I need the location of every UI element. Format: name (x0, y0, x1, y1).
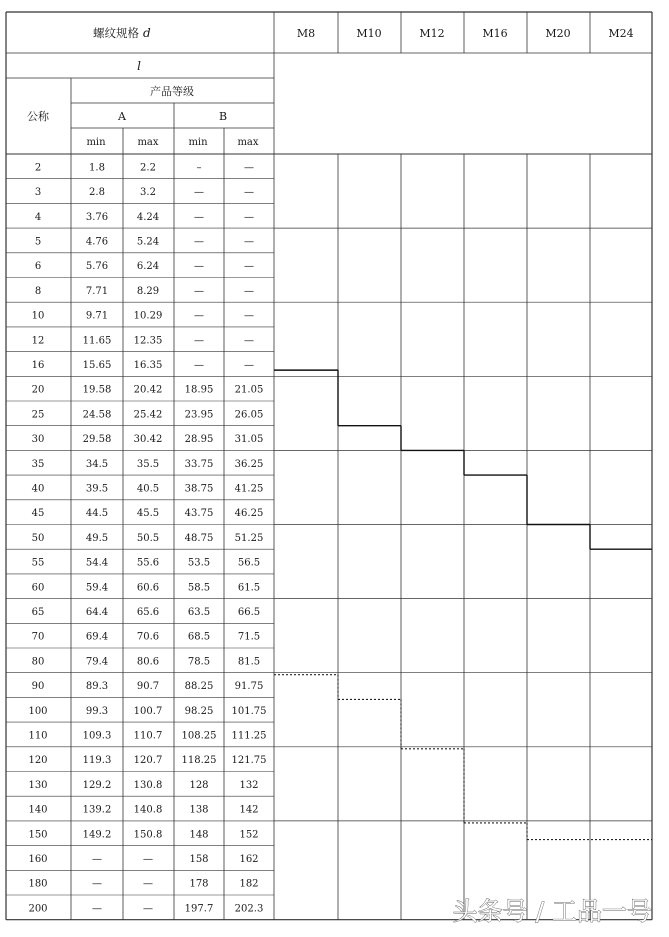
b-max-cell: 71.5 (237, 631, 261, 643)
a-min-cell: 7.71 (85, 285, 109, 297)
nominal-length-cell: 100 (28, 705, 48, 717)
b-min-cell: 33.75 (184, 458, 214, 470)
table-row (35, 286, 254, 297)
b-min-cell: 23.95 (184, 409, 214, 421)
table-row (32, 656, 261, 667)
thread-spec-symbol: d (143, 26, 151, 40)
b-max-cell: 132 (239, 779, 259, 791)
a-max-cell: 8.29 (136, 285, 160, 297)
a-max-cell: 6.24 (136, 261, 160, 273)
a-min-cell: 3.76 (85, 211, 109, 223)
b-min-cell: 63.5 (187, 606, 211, 618)
a-max-cell: 120.7 (133, 755, 163, 767)
b-max-cell: 182 (239, 878, 259, 890)
a-min-cell: 5.76 (85, 261, 109, 273)
b-max-cell: 81.5 (237, 656, 261, 668)
b-min-cell: — (194, 236, 204, 248)
thread-spec-header: 螺纹规格 (93, 26, 139, 40)
table-row (28, 755, 266, 766)
b-min-cell: 43.75 (184, 508, 214, 520)
table-row (32, 681, 264, 692)
nominal-length-cell: 150 (28, 829, 48, 841)
a-min-cell: 109.3 (82, 730, 112, 742)
b-min-cell: — (194, 187, 204, 199)
nominal-length-cell: 50 (31, 532, 45, 544)
b-max-cell: — (244, 187, 254, 199)
a-min-cell: 34.5 (85, 458, 109, 470)
table-row (32, 632, 261, 643)
nominal-length-cell: 55 (31, 557, 45, 569)
b-min-cell: 118.25 (181, 755, 217, 767)
b-min-cell: 108.25 (181, 730, 217, 742)
nominal-length-cell: 25 (31, 409, 45, 421)
table-row (32, 409, 264, 420)
a-min-cell: 59.4 (85, 582, 109, 594)
a-max-cell: 70.6 (136, 631, 160, 643)
a-max-cell: 140.8 (133, 804, 163, 816)
size-header-m24: M24 (608, 27, 634, 40)
a-max-cell: 130.8 (133, 779, 163, 791)
b-max-cell: 101.75 (231, 705, 267, 717)
b-max-cell: 51.25 (234, 532, 264, 544)
a-max-cell: 80.6 (136, 656, 160, 668)
a-max-cell: 5.24 (136, 236, 160, 248)
b-max-cell: — (244, 310, 254, 322)
a-max-cell: 90.7 (136, 681, 160, 693)
b-max-cell: 202.3 (234, 903, 264, 915)
a-max-cell: 60.6 (136, 582, 160, 594)
a-max-cell: 16.35 (133, 359, 163, 371)
b-min-cell: 138 (189, 804, 209, 816)
nominal-length-cell: 110 (28, 730, 48, 742)
a-max-cell: 20.42 (133, 384, 163, 396)
b-max-cell: — (244, 335, 254, 347)
a-max-cell: 40.5 (136, 483, 160, 495)
b-max-cell: 36.25 (234, 458, 264, 470)
a-min-cell: 149.2 (82, 829, 112, 841)
a-min-cell: 49.5 (85, 532, 109, 544)
nominal-length-cell: 80 (31, 656, 45, 668)
grade-b-header: B (218, 110, 228, 123)
nominal-length-cell: 70 (31, 631, 45, 643)
size-header-m10: M10 (356, 27, 382, 40)
table-row (32, 483, 264, 494)
b-max-cell: — (244, 162, 254, 174)
nominal-length-cell: 120 (28, 755, 48, 767)
table-row (35, 212, 254, 223)
nominal-length-cell: 130 (28, 779, 48, 791)
size-header-m20: M20 (545, 27, 571, 40)
table-row (32, 607, 261, 618)
b-min-cell: — (194, 211, 204, 223)
b-max-cell: 61.5 (237, 582, 261, 594)
a-min-cell: 11.65 (82, 335, 112, 347)
b-min-cell: 53.5 (187, 557, 211, 569)
a-min-cell: 129.2 (82, 779, 112, 791)
nominal-length-cell: 6 (34, 261, 42, 273)
product-grade-header: 产品等级 (150, 85, 194, 98)
nominal-length-cell: 30 (31, 434, 45, 446)
a-min-cell: 29.58 (82, 434, 112, 446)
b-max-cell: — (244, 359, 254, 371)
nominal-length-cell: 5 (34, 236, 42, 248)
table-row (28, 903, 263, 914)
b-min-cell: 158 (189, 853, 209, 865)
nominal-length-cell: 200 (28, 903, 48, 915)
a-max-cell: — (143, 853, 153, 865)
table-row (32, 558, 261, 569)
table-row (32, 459, 264, 470)
b-min-cell: 48.75 (184, 532, 214, 544)
a-min-cell: 99.3 (85, 705, 109, 717)
a-max-cell: 50.5 (136, 532, 160, 544)
range-boundary-lines (274, 370, 652, 839)
a-min-cell: 79.4 (85, 656, 109, 668)
size-header-m8: M8 (296, 27, 316, 40)
a-max-cell: 3.2 (140, 187, 156, 199)
table-row (35, 162, 254, 173)
table-row (32, 508, 264, 519)
b-min-cell: — (194, 359, 204, 371)
a-max-cell: 65.6 (136, 606, 160, 618)
watermark: 头条号 / 工品一号 (452, 897, 652, 926)
table-row (32, 360, 254, 371)
nominal-length-cell: 160 (28, 853, 48, 865)
b-max-cell: 152 (239, 829, 259, 841)
table-row (35, 187, 254, 198)
a-min-cell: 119.3 (82, 755, 112, 767)
nominal-length-cell: 12 (31, 335, 45, 347)
a-min-cell: 139.2 (82, 804, 112, 816)
b-max-cell: 162 (239, 853, 259, 865)
a-max-cell: 12.35 (133, 335, 163, 347)
nominal-length-cell: 8 (34, 285, 42, 297)
nominal-length-cell: 20 (31, 384, 45, 396)
table-row (35, 236, 254, 247)
b-max-cell: — (244, 285, 254, 297)
a-min-cell: 64.4 (85, 606, 109, 618)
a-min-cell: 69.4 (85, 631, 109, 643)
b-min-cell: — (194, 310, 204, 322)
b-max-cell: 56.5 (237, 557, 261, 569)
a-max-cell: 55.6 (136, 557, 160, 569)
a-min-cell: 4.76 (85, 236, 109, 248)
b-min-cell: 38.75 (184, 483, 214, 495)
b-max-cell: 111.25 (231, 730, 267, 742)
b-min-cell: 78.5 (187, 656, 211, 668)
b-min-cell: — (194, 285, 204, 297)
a-min-cell: 44.5 (85, 508, 109, 520)
b-max-cell: 66.5 (237, 606, 261, 618)
b-min-cell: 68.5 (187, 631, 211, 643)
nominal-length-cell: 180 (28, 878, 48, 890)
a-min-cell: 1.8 (89, 162, 105, 174)
b-max-cell: 26.05 (234, 409, 264, 421)
table-body (28, 162, 266, 914)
a-max-cell: 110.7 (133, 730, 163, 742)
b-min-cell: 28.95 (184, 434, 214, 446)
nominal-length-cell: 90 (31, 681, 45, 693)
b-max-header: max (237, 137, 259, 148)
b-max-cell: 142 (239, 804, 259, 816)
nominal-length-cell: 4 (34, 211, 42, 223)
b-max-cell: — (244, 236, 254, 248)
a-min-cell: 54.4 (85, 557, 109, 569)
b-max-cell: 91.75 (234, 681, 264, 693)
b-min-cell: 18.95 (184, 384, 214, 396)
a-min-cell: 19.58 (82, 384, 112, 396)
b-max-cell: 41.25 (234, 483, 264, 495)
b-min-cell: 58.5 (187, 582, 211, 594)
nominal-length-cell: 40 (31, 483, 45, 495)
nominal-length-cell: 35 (31, 458, 45, 470)
grade-a-header: A (118, 110, 126, 123)
a-max-cell: — (143, 878, 153, 890)
a-min-cell: — (92, 878, 102, 890)
a-max-cell: 150.8 (133, 829, 163, 841)
table-row (32, 582, 261, 593)
a-min-cell: 2.8 (89, 187, 105, 199)
a-min-header: min (86, 137, 106, 148)
a-max-cell: 4.24 (136, 211, 160, 223)
table-row (32, 533, 264, 544)
a-min-cell: 39.5 (85, 483, 109, 495)
b-min-cell: 197.7 (184, 903, 214, 915)
b-min-cell: 178 (189, 878, 209, 890)
nominal-length-cell: 3 (34, 187, 42, 199)
a-max-cell: 10.29 (133, 310, 163, 322)
b-max-cell: 121.75 (231, 755, 267, 767)
b-max-cell: — (244, 211, 254, 223)
b-min-cell: — (194, 335, 204, 347)
b-min-cell: 128 (189, 779, 209, 791)
table-row (28, 706, 266, 717)
b-max-cell: — (244, 261, 254, 273)
b-min-cell: 98.25 (184, 705, 214, 717)
a-max-cell: 30.42 (133, 434, 163, 446)
b-min-cell: – (196, 162, 202, 174)
nominal-length-cell: 2 (34, 162, 42, 174)
b-max-cell: 46.25 (234, 508, 264, 520)
nominal-length-cell: 45 (31, 508, 45, 520)
b-min-cell: 148 (189, 829, 209, 841)
table-row (28, 730, 266, 741)
a-max-cell: — (143, 903, 153, 915)
b-min-cell: 88.25 (184, 681, 214, 693)
b-min-header: min (188, 137, 208, 148)
table-row (35, 261, 254, 272)
table-row (32, 434, 264, 445)
a-max-header: max (137, 137, 159, 148)
nominal-length-cell: 16 (31, 359, 45, 371)
a-max-cell: 25.42 (133, 409, 163, 421)
size-header-m16: M16 (482, 27, 508, 40)
a-min-cell: 15.65 (82, 359, 112, 371)
nominal-length-cell: 10 (31, 310, 45, 322)
size-header-m12: M12 (419, 27, 445, 40)
nominal-length-cell: 140 (28, 804, 48, 816)
b-max-cell: 31.05 (234, 434, 264, 446)
length-header: l (137, 59, 141, 73)
table-row (32, 311, 254, 322)
a-min-cell: — (92, 853, 102, 865)
a-min-cell: — (92, 903, 102, 915)
a-max-cell: 100.7 (133, 705, 163, 717)
b-min-cell: — (194, 261, 204, 273)
table-row (32, 385, 264, 396)
nominal-header: 公称 (27, 110, 49, 123)
a-min-cell: 89.3 (85, 681, 109, 693)
table-row (32, 335, 254, 346)
a-min-cell: 9.71 (85, 310, 109, 322)
nominal-length-cell: 65 (31, 606, 45, 618)
a-max-cell: 45.5 (136, 508, 160, 520)
a-min-cell: 24.58 (82, 409, 112, 421)
nominal-length-cell: 60 (31, 582, 45, 594)
a-max-cell: 2.2 (140, 162, 156, 174)
a-max-cell: 35.5 (136, 458, 160, 470)
b-max-cell: 21.05 (234, 384, 264, 396)
